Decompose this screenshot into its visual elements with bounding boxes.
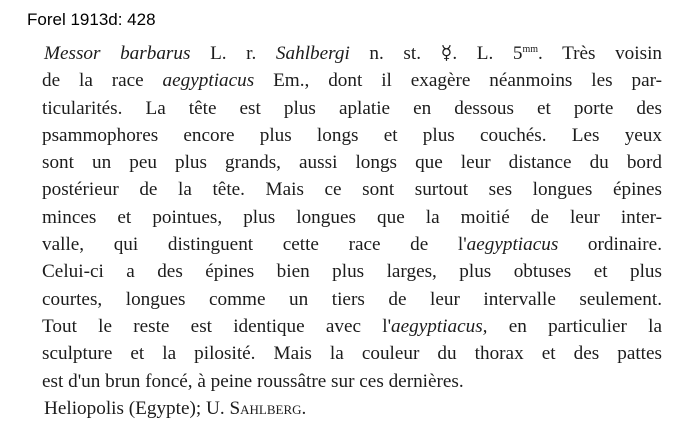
collector-name: Sahlberg — [229, 397, 302, 419]
text-line-4: psammophores encore plus longs et plus couchés. Les yeux — [42, 124, 662, 146]
text-line-9: Celui-ci a des épines bien plus larges, plus obtuses et plus — [42, 261, 662, 283]
text-line-6: postérieur de la tête. Mais ce sont surtout ses longues épines — [42, 179, 662, 201]
text-line-12: sculpture et la pilosité. Mais la couleur du thorax et des pattes — [42, 343, 662, 365]
text-line-2: de la race aegyptiacus Em., dont il exagère néanmoins les par- — [42, 70, 662, 92]
text-line-8: valle, qui distinguent cette race de l'aegyptiacus ordinaire. — [42, 234, 662, 256]
text-line-3: ticularités. La tête est plus aplatie en dessous et porte des — [42, 97, 662, 119]
text-line-5: sont un peu plus grands, aussi longs que leur distance du bord — [42, 152, 662, 174]
taxon-name: aegyptiacus — [162, 70, 255, 92]
locality-line: Heliopolis (Egypte); U. Sahlberg. — [44, 397, 307, 419]
species-description — [42, 40, 662, 422]
text-line-7: minces et pointues, plus longues que la moitié de leur inter- — [42, 206, 662, 228]
text-line-1: Messor barbarus L. r. Sahlbergi n. st. ☿. L. $5^{mm}$. Très voisin — [44, 43, 663, 64]
text-line-13: est d'un brun foncé, à peine roussâtre sur ces dernières. — [42, 370, 464, 392]
citation-header: Forel 1913d: 428 — [27, 10, 156, 29]
text-line-10: courtes, longues comme un tiers de leur intervalle seulement. — [42, 288, 662, 310]
unit-superscript: mm — [522, 44, 539, 55]
taxon-name: aegyptiacus — [466, 234, 559, 256]
species-name: Messor barbarus — [44, 43, 191, 64]
text-line-11: Tout le reste est identique avec l'aegyptiacus, en particulier la — [42, 315, 662, 337]
taxon-name: aegyptiacus, — [391, 315, 488, 337]
subspecies-name: Sahlbergi — [275, 43, 350, 64]
